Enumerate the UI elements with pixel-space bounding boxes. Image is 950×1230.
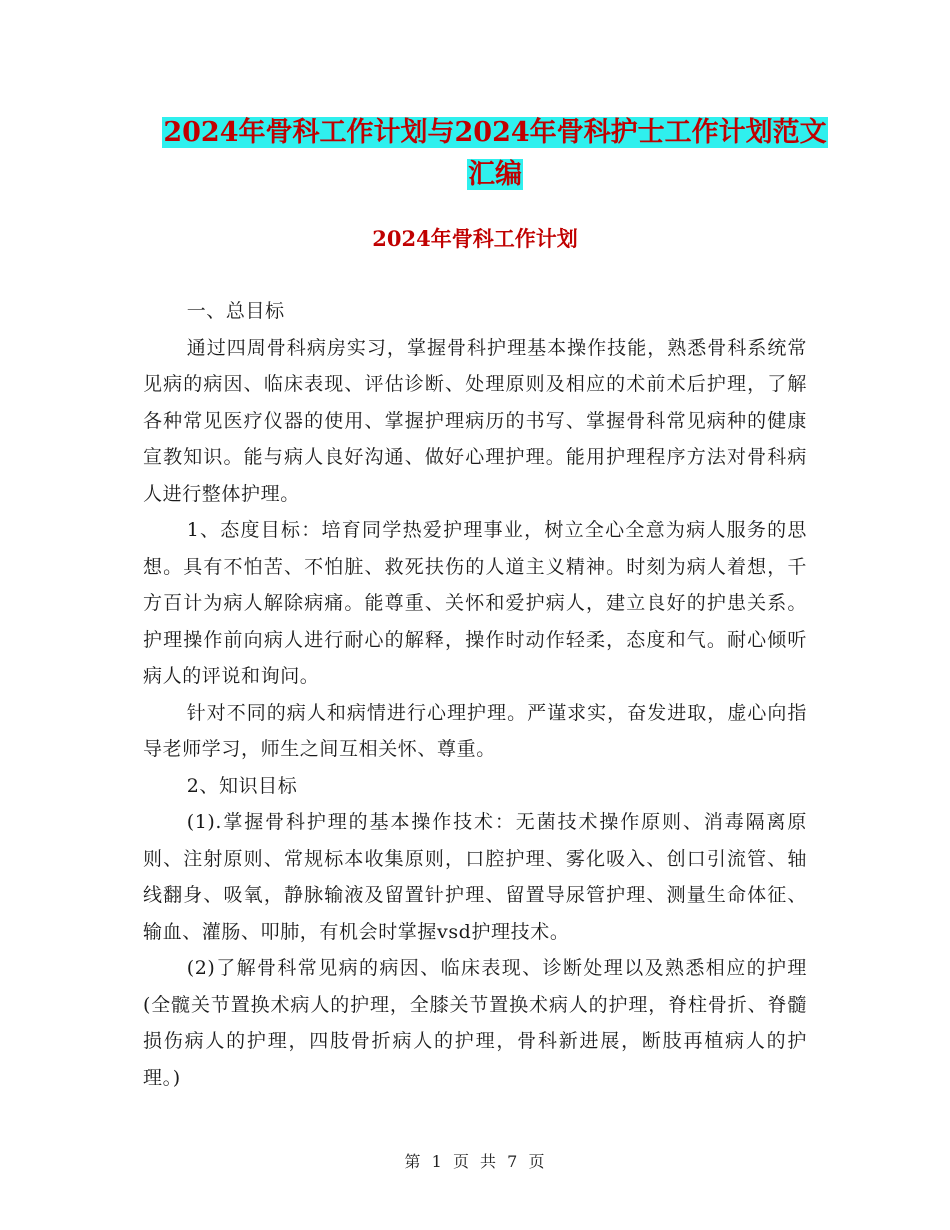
- footer-total-prefix: 共: [480, 1152, 498, 1171]
- footer-total-unit: 页: [528, 1152, 546, 1171]
- paragraph-basic-skills: (1).掌握骨科护理的基本操作技术：无菌技术操作原则、消毒隔离原则、注射原则、常规标本收集原则，口腔护理、雾化吸入、创口引流管、轴线翻身、吸氧，静脉输液及留置针护理、留置导尿管护理、测量生命体征、输血、灌肠、叩肺，有机会时掌握vsd护理技术。: [143, 811, 807, 943]
- paragraph-overview: 通过四周骨科病房实习，掌握骨科护理基本操作技能，熟悉骨科系统常见病的病因、临床表现、评估诊断、处理原则及相应的术前术后护理，了解各种常见医疗仪器的使用、掌握护理病历的书写、掌握骨科常见病种的健康宣教知识。能与病人良好沟通、做好心理护理。能用护理程序方法对骨科病人进行整体护理。: [143, 336, 807, 505]
- section-heading: 2024年骨科工作计划: [372, 226, 578, 251]
- paragraph-general-goal: 一、总目标: [186, 300, 285, 322]
- document-title-line-2: 汇编: [468, 159, 522, 190]
- page-number: 1: [431, 1152, 443, 1171]
- document-body: [143, 293, 807, 1096]
- paragraph-psych-care: 针对不同的病人和病情进行心理护理。严谨求实，奋发进取，虚心向指导老师学习，师生之间互相关怀、尊重。: [143, 701, 807, 760]
- document-title-line-1: 2024年骨科工作计划与2024年骨科护士工作计划范文: [163, 117, 827, 148]
- total-pages: 7: [507, 1152, 519, 1171]
- footer-page-unit: 页: [452, 1152, 470, 1171]
- paragraph-knowledge-goal: 2、知识目标: [186, 774, 298, 797]
- page-footer: [0, 1150, 950, 1174]
- paragraph-common-diseases: (2)了解骨科常见病的病因、临床表现、诊断处理以及熟悉相应的护理(全髋关节置换术病人的护理，全膝关节置换术病人的护理，脊柱骨折、脊髓损伤病人的护理，四肢骨折病人的护理，骨科新进展，断肢再植病人的护理。): [143, 957, 807, 1089]
- paragraph-attitude-goal: 1、态度目标：培育同学热爱护理事业，树立全心全意为病人服务的思想。具有不怕苦、不怕脏、救死扶伤的人道主义精神。时刻为病人着想，千方百计为病人解除病痛。能尊重、关怀和爱护病人，建立良好的护患关系。护理操作前向病人进行耐心的解释，操作时动作轻柔，态度和气。耐心倾听病人的评说和询问。: [143, 519, 807, 687]
- footer-prefix: 第: [404, 1152, 422, 1171]
- document-title: [150, 112, 840, 196]
